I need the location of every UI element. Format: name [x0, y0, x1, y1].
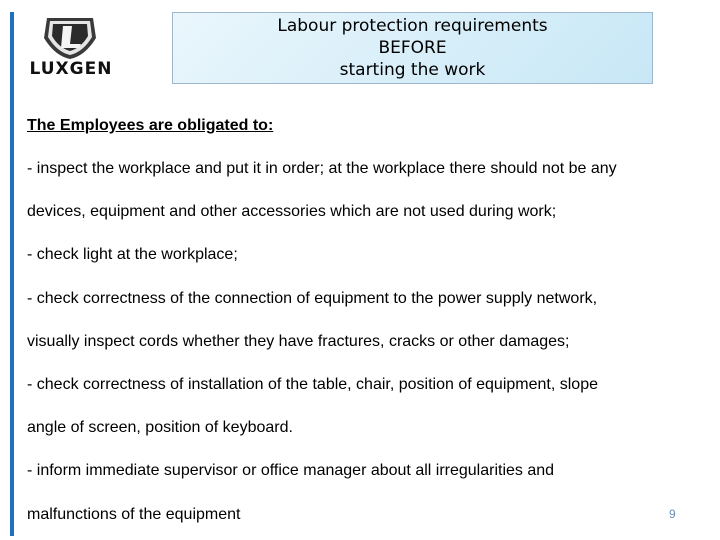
- text-line: - check correctness of installation of the table, chair, position of equipment, slope: [27, 376, 598, 393]
- section-heading: The Employees are obligated to:: [27, 117, 274, 134]
- text-line: - inform immediate supervisor or office manager about all irregularities and: [27, 462, 555, 479]
- luxgen-logo: [20, 14, 122, 80]
- left-accent-bar: [10, 12, 14, 536]
- text-line: - check correctness of the connection of equipment to the power supply network,: [27, 290, 598, 307]
- title-line-3: starting the work: [339, 60, 486, 80]
- text-line: malfunctions of the equipment: [27, 506, 241, 523]
- text-line: angle of screen, position of keyboard.: [27, 419, 293, 436]
- text-line: devices, equipment and other accessories which are not used during work;: [27, 203, 557, 220]
- page-number: 9: [669, 507, 676, 521]
- luxgen-emblem-icon: [41, 14, 99, 60]
- title-line-1: Labour protection requirements: [277, 16, 548, 36]
- luxgen-wordmark: LUXGEN: [29, 59, 113, 79]
- title-line-2: BEFORE: [378, 38, 447, 58]
- text-line: - inspect the workplace and put it in order; at the workplace there should not be any: [27, 160, 617, 177]
- text-line: - check light at the workplace;: [27, 246, 238, 263]
- text-line: visually inspect cords whether they have fractures, cracks or other damages;: [27, 333, 570, 350]
- title-box: [172, 12, 653, 84]
